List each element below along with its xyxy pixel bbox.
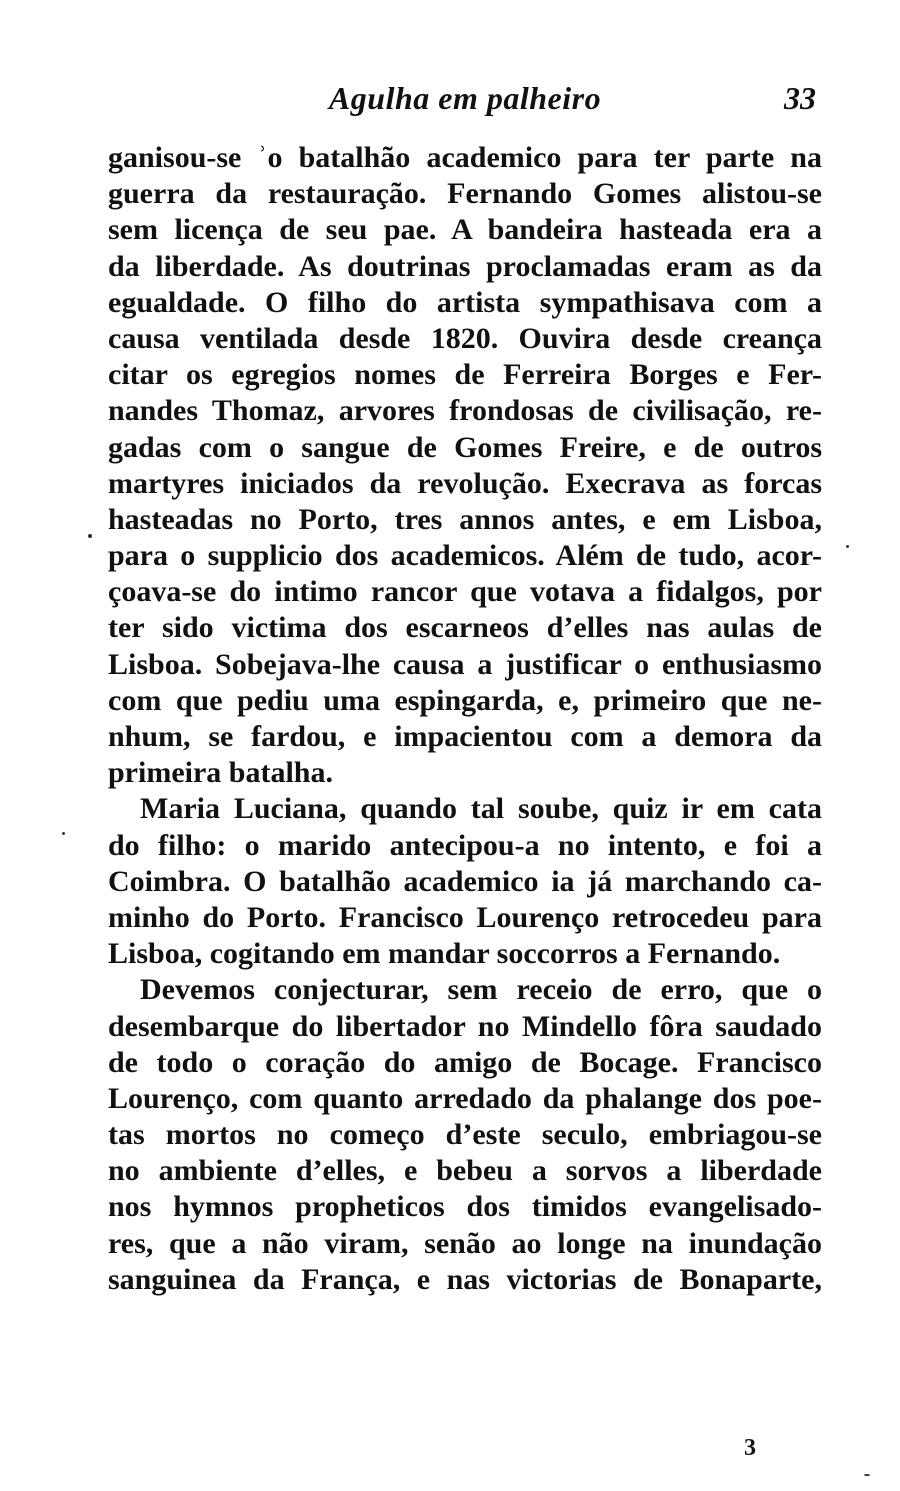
- text-line: Lisboa, cogitando em mandar soccorros a Fernando.: [108, 937, 781, 971]
- text-line: Lisboa. Sobejava-lhe causa a justificar o enthusiasmo: [108, 647, 822, 681]
- text-line: do filho: o marido antecipou-a no intento, e foi a: [108, 828, 822, 862]
- text-line: hasteadas no Porto, tres annos antes, e em Lisboa,: [108, 502, 822, 536]
- text-line: da liberdade. As doutrinas proclamadas eram as da: [108, 249, 822, 283]
- text-line: Lourenço, com quanto arredado da phalange dos poe-: [108, 1081, 822, 1115]
- text-line: martyres iniciados da revolução. Execrava as forcas: [108, 466, 822, 500]
- text-line: nos hymnos propheticos dos timidos evangelisado-: [108, 1190, 822, 1224]
- running-title: Agulha em palheiro: [328, 80, 602, 116]
- text-line: causa ventilada desde 1820. Ouvira desde creança: [108, 321, 822, 355]
- scan-speck: [846, 545, 849, 548]
- text-line: de todo o coração do amigo de Bocage. Francisco: [108, 1045, 822, 1079]
- running-head: [108, 74, 822, 122]
- text-line: primeira batalha.: [108, 756, 333, 790]
- body-text: [108, 140, 822, 1298]
- text-line: tas mortos no começo d’este seculo, embriagou-se: [108, 1118, 822, 1152]
- text-line: sem licença de seu pae. A bandeira hasteada era a: [108, 213, 822, 247]
- text-line: ter sido victima dos escarneos d’elles nas aulas de: [108, 611, 822, 645]
- text-line: Devemos conjecturar, sem receio de erro, que o: [140, 973, 822, 1007]
- text-line: desembarque do libertador no Mindello fôra saudado: [108, 1009, 822, 1043]
- scan-speck: [864, 1474, 870, 1476]
- text-line: nandes Thomaz, arvores frondosas de civilisação, re-: [108, 394, 822, 428]
- scan-speck: [62, 832, 65, 835]
- text-line: com que pediu uma espingarda, e, primeiro que ne-: [108, 683, 822, 717]
- text-line: sanguinea da França, e nas victorias de Bonaparte,: [108, 1262, 822, 1296]
- text-line: minho do Porto. Francisco Lourenço retrocedeu para: [108, 900, 822, 934]
- scan-speck: [88, 534, 92, 538]
- text-line: egualdade. O filho do artista sympathisava com a: [108, 285, 822, 319]
- text-line: para o supplicio dos academicos. Além de tudo, acor-: [108, 539, 822, 573]
- signature-mark: 3: [744, 1435, 756, 1461]
- text-line: no ambiente d’elles, e bebeu a sorvos a liberdade: [108, 1154, 822, 1188]
- text-line: res, que a não viram, senão ao longe na inundação: [108, 1226, 822, 1260]
- text-line: Maria Luciana, quando tal soube, quiz ir em cata: [140, 792, 822, 826]
- text-line: Coimbra. O batalhão academico ia já marchando ca-: [108, 864, 822, 898]
- text-line: nhum, se fardou, e impacientou com a demora da: [108, 720, 822, 753]
- text-line: guerra da restauração. Fernando Gomes alistou-se: [108, 177, 822, 211]
- text-line: citar os egregios nomes de Ferreira Borges e Fer-: [108, 358, 822, 392]
- text-line: ganisou-se ʾo batalhão academico para ter parte na: [108, 141, 822, 174]
- page-number: 33: [784, 80, 816, 116]
- text-line: gadas com o sangue de Gomes Freire, e de outros: [108, 430, 822, 464]
- text-line: çoava-se do intimo rancor que votava a fidalgos, por: [108, 575, 822, 609]
